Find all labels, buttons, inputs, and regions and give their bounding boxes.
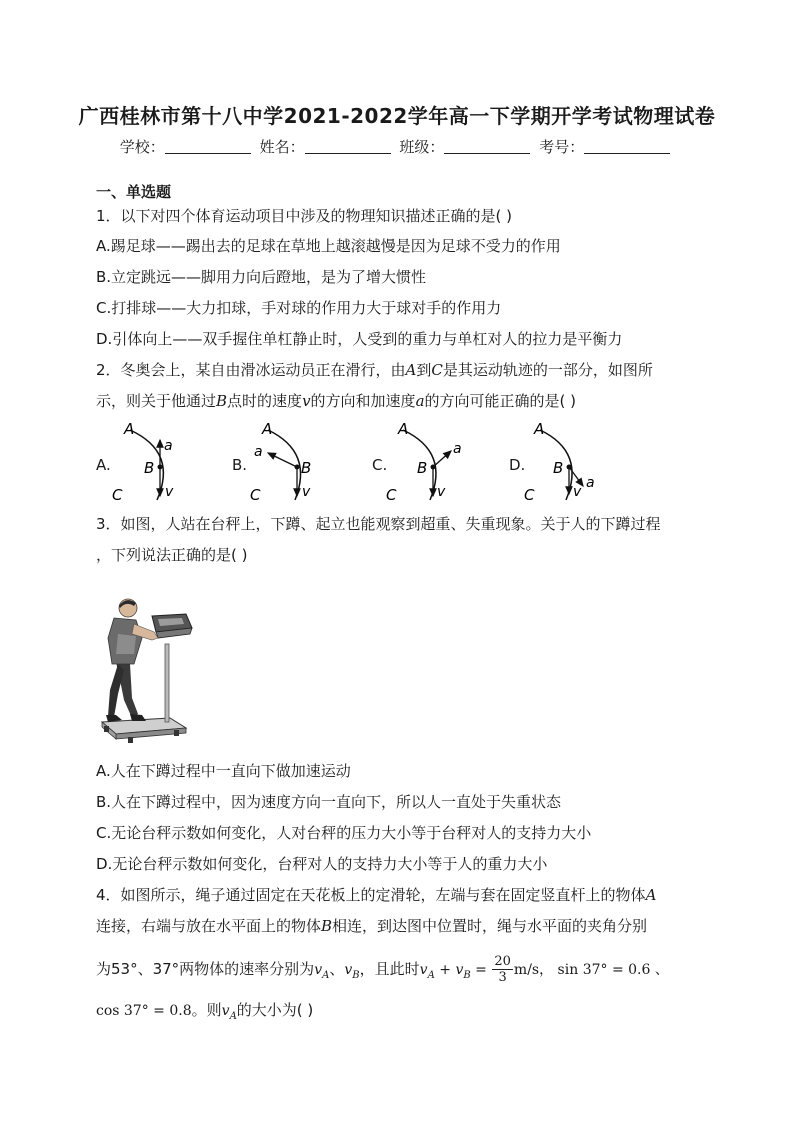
q4-vb-sub: B <box>352 970 360 981</box>
label-b: B <box>301 459 312 477</box>
name-label: 姓名： <box>259 138 305 156</box>
person-on-scale-figure <box>96 594 206 754</box>
q1-option-b: B.立定跳远——脚用力向后蹬地，是为了增大惯性 <box>96 268 427 286</box>
label-b: B <box>144 459 155 477</box>
q4-va-query-sub: A <box>229 1011 237 1022</box>
q4-object-a: A <box>645 886 657 904</box>
q3-stem-line1: 3．如图，人站在台秤上，下蹲、起立也能观察到超重、失重现象。关于人的下蹲过程 <box>96 515 661 533</box>
section-title: 一、单选题 <box>96 183 172 201</box>
q2-text: 是其运动轨迹的一部分，如图所 <box>442 361 653 379</box>
q2-text: 的方向可能正确的是( ) <box>424 392 576 410</box>
q2-point-c: C <box>431 361 443 379</box>
q4-eq-equals: = <box>470 962 492 978</box>
q4-line4 <box>96 1000 313 1027</box>
label-a: A <box>124 420 135 438</box>
label-acc: a <box>254 444 263 460</box>
q3-option-d: D.无论台秤示数如何变化，台秤对人的支持力大小等于人的重力大小 <box>96 855 548 873</box>
label-c: C <box>250 486 261 504</box>
exam-number-label: 考号： <box>539 138 585 156</box>
label-v: v <box>165 484 174 500</box>
q1-option-c: C.打排球——大力扣球，手对球的作用力大于球对手的作用力 <box>96 299 502 317</box>
label-c: C <box>524 486 535 504</box>
q2-diagram-b <box>250 420 311 504</box>
q2-text: 点时的速度 <box>227 392 303 410</box>
label-acc: a <box>453 441 462 457</box>
q4-text: 为53°、37°两物体的速率分别为 <box>96 960 315 978</box>
q2-acceleration-symbol: a <box>415 392 425 410</box>
q1-stem: 1．以下对四个体育运动项目中涉及的物理知识描述正确的是( ) <box>96 207 513 225</box>
q2-text: 到 <box>416 361 432 379</box>
q2-text: 的方向和加速度 <box>310 392 416 410</box>
label-a: A <box>534 420 545 438</box>
q4-fraction <box>492 954 513 985</box>
q2-point-a: A <box>405 361 417 379</box>
q4-va-symbol: v <box>314 962 323 978</box>
class-label: 班级： <box>399 138 445 156</box>
q2-option-d-label: D. <box>509 456 526 474</box>
q4-fraction-denominator: 3 <box>498 970 507 985</box>
label-b: B <box>417 459 428 477</box>
q4-line1 <box>96 885 656 905</box>
q4-text: ，且此时 <box>359 960 420 978</box>
q1-option-a: A.踢足球——踢出去的足球在草地上越滚越慢是因为足球不受力的作用 <box>96 237 561 255</box>
label-acc: a <box>586 475 595 491</box>
q4-text: 相连，到达图中位置时，绳与水平面的夹角分别 <box>332 917 648 935</box>
acceleration-arrow <box>268 453 297 467</box>
q2-point-b: B <box>216 392 228 410</box>
q4-sin-value: ， sin 37° = 0.6 、 <box>539 962 669 978</box>
q4-text: 、 <box>329 960 345 978</box>
q4-eq-va-sub: A <box>427 970 435 981</box>
q2-option-b-label: B. <box>232 456 248 474</box>
label-acc: a <box>164 438 173 454</box>
q4-fraction-numerator: 20 <box>494 954 511 969</box>
school-label: 学校： <box>119 138 165 156</box>
q3-option-a: A.人在下蹲过程中一直向下做加速运动 <box>96 762 351 780</box>
q3-option-b: B.人在下蹲过程中，因为速度方向一直向下，所以人一直处于失重状态 <box>96 793 562 811</box>
q4-object-b: B <box>321 917 333 935</box>
q4-text: 4．如图所示，绳子通过固定在天花板上的定滑轮，左端与套在固定竖直杆上的物体 <box>96 886 646 904</box>
q4-eq-va: v <box>419 962 428 978</box>
label-v: v <box>573 484 582 500</box>
q4-eq-vb: v <box>455 962 464 978</box>
q4-vb-symbol: v <box>344 962 353 978</box>
q2-option-a-label: A. <box>96 456 111 474</box>
label-c: C <box>386 486 397 504</box>
q2-diagrams <box>0 0 794 520</box>
q4-va-sub: A <box>322 970 330 981</box>
q4-va-query: v <box>221 1003 230 1019</box>
q4-unit: m/s <box>513 962 540 978</box>
q4-cos-value: cos 37° = 0.8 <box>96 1003 192 1019</box>
q2-diagram-d <box>524 420 595 504</box>
q4-text: 。则 <box>191 1001 222 1019</box>
q4-line3 <box>96 953 669 992</box>
q4-line2 <box>96 916 647 936</box>
acceleration-arrow <box>433 451 451 467</box>
q3-option-c: C.无论台秤示数如何变化，人对台秤的压力大小等于台秤对人的支持力大小 <box>96 824 592 842</box>
q2-velocity-symbol: v <box>302 392 311 410</box>
label-a: A <box>262 420 273 438</box>
label-v: v <box>302 484 311 500</box>
label-b: B <box>553 459 564 477</box>
q2-diagram-a <box>112 420 174 504</box>
q4-eq-plus: + <box>434 962 456 978</box>
q1-option-d: D.引体向上——双手握住单杠静止时，人受到的重力与单杠对人的拉力是平衡力 <box>96 330 623 348</box>
label-a: A <box>398 420 409 438</box>
q4-text: 连接，右端与放在水平面上的物体 <box>96 917 322 935</box>
label-c: C <box>112 486 123 504</box>
q3-stem-line2: ，下列说法正确的是( ) <box>96 546 248 564</box>
q2-option-c-label: C. <box>372 456 388 474</box>
q4-text: 的大小为( ) <box>236 1001 314 1019</box>
q2-text: 示，则关于他通过 <box>96 392 217 410</box>
q2-text: 2．冬奥会上，某自由滑冰运动员正在滑行，由 <box>96 361 406 379</box>
page-title: 广西桂林市第十八中学2021-2022学年高一下学期开学考试物理试卷 <box>78 104 716 128</box>
q2-diagram-c <box>386 420 462 504</box>
q4-eq-vb-sub: B <box>463 970 471 981</box>
label-v: v <box>437 484 446 500</box>
